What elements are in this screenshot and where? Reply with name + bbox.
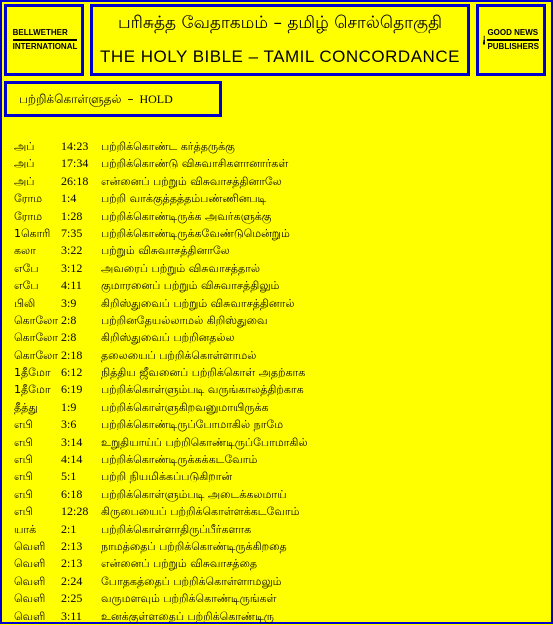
entry-ref: 17:34 [61,156,89,171]
entry-ref: 12:28 [61,504,89,519]
entry-book: 1கொரி [14,226,51,240]
entry-book: வெளி [14,539,46,553]
list-item [14,208,544,225]
right-logo-line-2: PUBLISHERS [487,42,539,51]
entry-ref: 6:12 [61,365,83,380]
entry-ref: 14:23 [61,139,89,153]
list-item [14,295,544,312]
entry-ref: 3:9 [61,295,77,310]
list-item [14,242,544,259]
entry-book: வெளி [14,609,46,623]
list-item [14,451,544,468]
entry-ref: 7:35 [61,225,83,240]
concordance-list [14,138,544,625]
left-logo-line-1: BELLWETHER [12,28,68,37]
entry-text: பற்றிக்கொண்டிருப்போமாகில் நாமே [101,418,284,432]
entry-ref: 3:11 [61,608,82,623]
entry-text: பற்றிக்கொண்டிருக்கக்கடவோம் [101,453,258,467]
entry-book: அப் [14,140,35,153]
good-news-logo [476,4,546,76]
entry-book: வெளி [14,574,46,588]
entry-book: 1தீமோ [14,383,51,397]
entry-text: போதகத்தைப் பற்றிக்கொள்ளாமலும் [101,574,282,588]
entry-book: 1தீமோ [14,366,51,380]
entry-ref: 6:19 [61,382,83,397]
entry-book: ரோம [14,209,43,223]
list-item [14,416,544,433]
list-item [14,364,544,381]
entry-heading [4,81,222,117]
list-item [14,503,544,520]
list-item [14,381,544,398]
entry-text: பற்றிக்கொண்ட கர்த்தருக்கு [101,140,235,153]
entry-book: எபி [14,505,33,519]
left-logo-line-2: INTERNATIONAL [12,42,78,51]
entry-ref: 4:14 [61,452,83,467]
heading-english: HOLD [139,92,173,106]
entry-ref: 3:6 [61,417,77,432]
entry-text: பற்றினதேயல்லாமல் கிறிஸ்துவை [101,313,268,327]
entry-text: பற்றும் விசுவாசத்தினாலே [101,244,230,258]
entry-book: எபி [14,470,33,484]
list-item [14,225,544,242]
entry-book: கலா [14,244,36,258]
entry-ref: 6:18 [61,486,83,501]
entry-book: கொலோ [14,348,59,362]
entry-text: அவரைப் பற்றும் விசுவாசத்தால் [101,261,261,275]
list-item [14,538,544,555]
entry-text: தலையைப் பற்றிக்கொள்ளாமல் [101,348,257,362]
entry-book: அப் [14,174,35,188]
entry-text: பற்றி வாக்குத்தத்தம்பண்ணினபடி [101,192,267,206]
entry-ref: 2:24 [61,573,83,588]
entry-ref: 2:18 [61,347,83,362]
entry-ref: 2:8 [61,312,77,327]
entry-ref: 2:1 [61,521,77,536]
entry-ref: 1:4 [61,191,77,206]
list-item [14,521,544,538]
entry-text: பற்றிக்கொண்டிருக்க அவர்களுக்கு [101,209,272,223]
entry-book: எபி [14,453,33,467]
entry-text: நித்திய ஜீவனைப் பற்றிக்கொள் அதற்காக [101,366,306,380]
entry-text: பற்றிக்கொள்ளாதிருப்பீர்களாக [101,522,252,536]
title-tamil: பரிசுத்த வேதாகமம் – தமிழ் சொல்தொகுதி [117,13,442,33]
entry-ref: 3:14 [61,434,83,449]
entry-text: என்னைப் பற்றும் விசுவாசத்தினாலே [101,174,282,188]
entry-book: வெளி [14,592,46,606]
entry-text: கிருபையைப் பற்றிக்கொள்ளக்கடவோம் [101,505,300,519]
list-item [14,155,544,172]
list-item [14,590,544,607]
list-item [14,329,544,346]
entry-text: பற்றிக்கொள்ளுகிறவனுமாயிருக்க [101,400,269,414]
list-item [14,190,544,207]
entry-ref: 26:18 [61,173,89,188]
list-item [14,277,544,294]
entry-ref: 2:8 [61,330,77,345]
entry-book: ரோம [14,192,43,206]
entry-text: பற்றிக்கொண்டிருக்கவேண்டுமென்றும் [101,226,290,240]
entry-ref: 4:11 [61,278,82,293]
entry-ref: 3:22 [61,243,83,258]
title-english: THE HOLY BIBLE – TAMIL CONCORDANCE [100,47,460,66]
list-item [14,173,544,190]
entry-book: கொலோ [14,331,59,345]
entry-book: வெளி [14,557,46,571]
entry-ref: 1:9 [61,399,77,414]
entry-text: பற்றி நியமிக்கப்படுகிறான் [101,470,233,484]
right-logo-line-1: GOOD NEWS [487,28,539,37]
entry-text: கிறிஸ்துவைப் பற்றினதல்ல [101,331,235,345]
entry-book: எபே [14,279,39,293]
list-item [14,608,544,625]
heading-separator: – [127,92,134,106]
entry-book: கொலோ [14,313,59,327]
entry-book: தீத்து [14,400,38,414]
entry-text: என்னைப் பற்றும் விசுவாசத்தை [101,557,258,571]
list-item [14,138,544,155]
statue-icon [483,18,485,62]
entry-text: கிறிஸ்துவைப் பற்றும் விசுவாசத்தினால் [101,296,295,310]
entry-ref: 2:13 [61,556,83,571]
entry-text: பற்றிக்கொண்டு விசுவாசிகளானார்கள் [101,157,289,171]
entry-ref: 2:13 [61,538,83,553]
heading-tamil: பற்றிக்கொள்ளுதல் [19,92,122,106]
entry-text: பற்றிக்கொள்ளும்படி வருங்காலத்திற்காக [101,383,304,397]
entry-book: அப் [14,157,35,171]
list-item [14,486,544,503]
entry-book: எபி [14,487,33,501]
entry-book: எபி [14,418,33,432]
entry-book: பிலி [14,296,36,310]
list-item [14,573,544,590]
entry-ref: 2:25 [61,591,83,606]
entry-text: வருமளவும் பற்றிக்கொண்டிருங்கள் [101,592,277,606]
list-item [14,312,544,329]
bellwether-logo [4,4,84,76]
entry-text: பற்றிக்கொள்ளும்படி அடைக்கலமாய் [101,487,287,501]
entry-book: யாக் [14,522,37,536]
entry-text: நாமத்தைப் பற்றிக்கொண்டிருக்கிறதை [101,539,287,553]
list-item [14,399,544,416]
entry-book: எபி [14,435,33,449]
entry-text: உனக்குள்ளதைப் பற்றிக்கொண்டிரு [101,609,274,623]
entry-ref: 3:12 [61,260,83,275]
list-item [14,468,544,485]
entry-text: குமாரனைப் பற்றும் விசுவாசத்திலும் [101,279,280,293]
title-panel [90,4,470,76]
list-item [14,347,544,364]
list-item [14,555,544,572]
entry-text: உறுதியாய்ப் பற்றிகொண்டிருப்போமாகில் [101,435,308,449]
list-item [14,260,544,277]
entry-book: எபே [14,261,39,275]
entry-ref: 1:28 [61,208,83,223]
list-item [14,434,544,451]
entry-ref: 5:1 [61,469,77,484]
